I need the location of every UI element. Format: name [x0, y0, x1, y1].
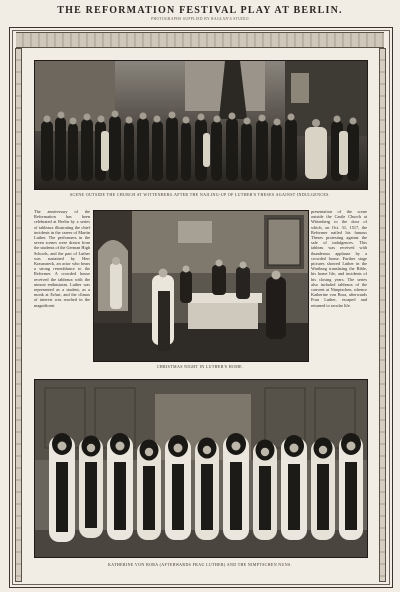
photo-christmas-night	[93, 210, 309, 362]
page-title: THE REFORMATION FESTIVAL PLAY AT BERLIN.	[57, 5, 343, 16]
photo-credit: PHOTOGRAPHS SUPPLIED BY RAGLAN'S STUDIO	[151, 17, 249, 21]
ornamental-pillar-right	[379, 48, 386, 582]
article-text-left: The anniversary of the Reformation has been celebrated at Berlin by a series of tableaux illustrating the chief incidents in the career of Martin Luther. The performers in the seven scenes were drawn from the students of the German High Schools, and the part of Luther was sustained by Herr Kraussneck, an actor who bears a strong resemblance to the Reformer. A crowded house received the tableaux with the utmost enthusiasm. Luther was represented as a student, as a monk at Erfurt, and the climax of interest was reached in the magnificent	[34, 209, 90, 308]
ornamental-pillar-left	[15, 48, 22, 582]
article-text-right: presentation of the scene outside the Castle Church at Wittenberg to the door of which, on Oct. 31, 1517, the Reformer nailed his famous Theses protesting against the sale of indulgences. This tableau was received with thunderous applause by a crowded house. Further stage pictures showed Luther in the Wartburg translating the Bible, his home life, and incidents of his closing years. The series also included tableaux of the convent at Nimptschen, whence Katherine von Bora, afterwards Frau Luther, escaped and returned to secular life.	[311, 209, 367, 308]
photo-wittenberg-scene	[34, 60, 368, 190]
photo-katherine-von-bora	[34, 379, 368, 558]
caption-wittenberg-scene: SCENE OUTSIDE THE CHURCH AT WITTENBERG AFTER THE NAILING-UP OF LUTHER'S THESES AGAINST INDULGENCES.	[69, 192, 331, 197]
caption-christmas-night: CHRISTMAS NIGHT IN LUTHER'S HOME.	[156, 364, 244, 369]
caption-katherine-von-bora: KATHERINE VON BORA (AFTERWARDS FRAU LUTHER) AND THE NIMPTSCHEN NUNS.	[108, 562, 292, 567]
ornamental-border	[16, 32, 384, 48]
